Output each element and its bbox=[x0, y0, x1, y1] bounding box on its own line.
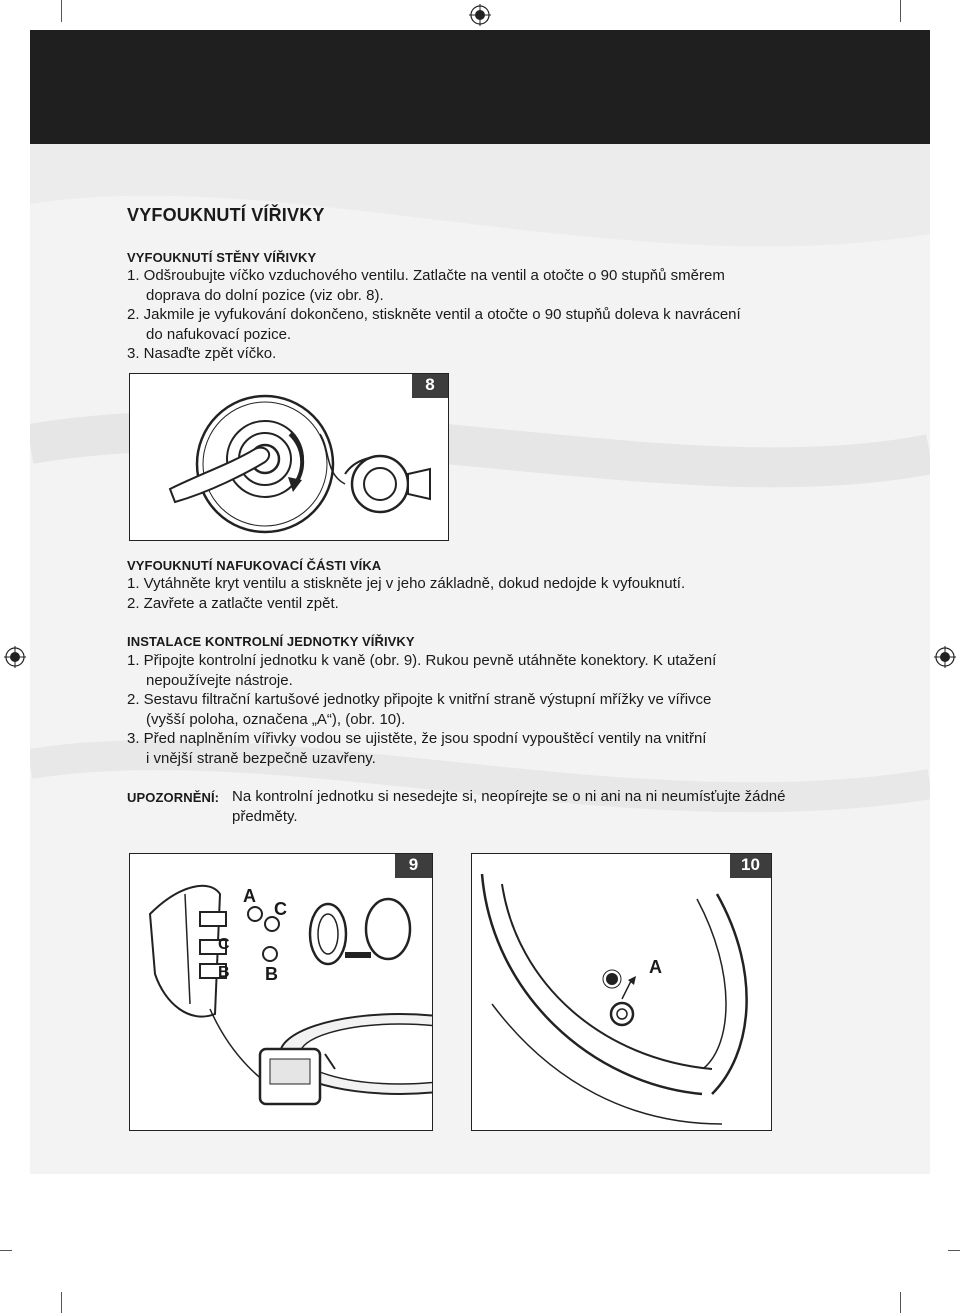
figure-10 bbox=[471, 853, 772, 1131]
instruction-step: 2. Sestavu filtrační kartušové jednotky připojte k vnitřní straně výstupní mřížky ve vířivce bbox=[127, 691, 712, 708]
figure-number: 8 bbox=[412, 373, 448, 398]
instructions-list bbox=[127, 574, 847, 613]
instruction-step: 3. Před naplněním vířivky vodou se ujistěte, že jsou spodní vypouštěcí ventily na vnitřní bbox=[127, 730, 707, 747]
instructions-list bbox=[127, 266, 847, 364]
page-title: VYFOUKNUTÍ VÍŘIVKY bbox=[127, 205, 325, 225]
crop-mark bbox=[0, 1250, 12, 1251]
instruction-step: 2. Zavřete a zatlačte ventil zpět. bbox=[127, 594, 339, 612]
crop-mark bbox=[900, 1292, 901, 1313]
instruction-step: 1. Odšroubujte víčko vzduchového ventilu. Zatlačte na ventil a otočte o 90 stupňů směrem bbox=[127, 267, 725, 284]
figure-number: 10 bbox=[730, 853, 771, 878]
registration-mark-icon bbox=[934, 646, 956, 668]
header-band bbox=[30, 30, 930, 144]
instruction-step: 1. Vytáhněte kryt ventilu a stiskněte jej v jeho základně, dokud nedojde k vyfouknutí. bbox=[127, 575, 686, 592]
warning-label: UPOZORNĚNÍ: bbox=[127, 790, 220, 805]
callout-label-c: C bbox=[218, 936, 230, 953]
warning-line: Na kontrolní jednotku si nesedejte si, neopírejte se o ni ani na ni neumísťujte žádné bbox=[232, 788, 786, 805]
crop-mark bbox=[61, 0, 62, 22]
callout-label-b: B bbox=[218, 964, 230, 981]
instruction-step: 3. Nasaďte zpět víčko. bbox=[127, 345, 277, 362]
section-heading: VYFOUKNUTÍ STĚNY VÍŘIVKY bbox=[127, 250, 317, 265]
crop-mark bbox=[900, 0, 901, 22]
callout-label-a: A bbox=[243, 886, 256, 906]
warning-text bbox=[232, 787, 852, 826]
instructions-list bbox=[127, 651, 847, 768]
valve-illustration bbox=[130, 374, 448, 540]
figure-9 bbox=[129, 853, 433, 1131]
instruction-step: 1. Připojte kontrolní jednotku k vaně (obr. 9). Rukou pevně utáhněte konektory. K utažení bbox=[127, 652, 717, 669]
warning-line: předměty. bbox=[232, 807, 298, 825]
instruction-step-continued: nepoužívejte nástroje. bbox=[146, 671, 293, 689]
registration-mark-icon bbox=[469, 4, 491, 26]
instruction-step-continued: i vnější straně bezpečně uzavřeny. bbox=[146, 749, 376, 767]
filter-cartridge-illustration bbox=[472, 854, 771, 1130]
section-heading: VYFOUKNUTÍ NAFUKOVACÍ ČÁSTI VÍKA bbox=[127, 558, 382, 573]
callout-label-c: C bbox=[274, 899, 287, 919]
instruction-step: 2. Jakmile je vyfukování dokončeno, stiskněte ventil a otočte o 90 stupňů doleva k navrácení bbox=[127, 306, 741, 323]
instruction-step-continued: (vyšší poloha, označena „A“), (obr. 10). bbox=[146, 710, 406, 728]
instruction-step-continued: do nafukovací pozice. bbox=[146, 325, 292, 343]
crop-mark bbox=[61, 1292, 62, 1313]
crop-mark bbox=[948, 1250, 960, 1251]
figure-number: 9 bbox=[395, 853, 432, 878]
instruction-step-continued: doprava do dolní pozice (viz obr. 8). bbox=[146, 286, 384, 304]
section-heading: INSTALACE KONTROLNÍ JEDNOTKY VÍŘIVKY bbox=[127, 634, 415, 649]
callout-label-b: B bbox=[265, 964, 278, 984]
control-unit-illustration bbox=[130, 854, 432, 1130]
figure-8 bbox=[129, 373, 449, 541]
callout-label-a: A bbox=[649, 957, 662, 977]
registration-mark-icon bbox=[4, 646, 26, 668]
